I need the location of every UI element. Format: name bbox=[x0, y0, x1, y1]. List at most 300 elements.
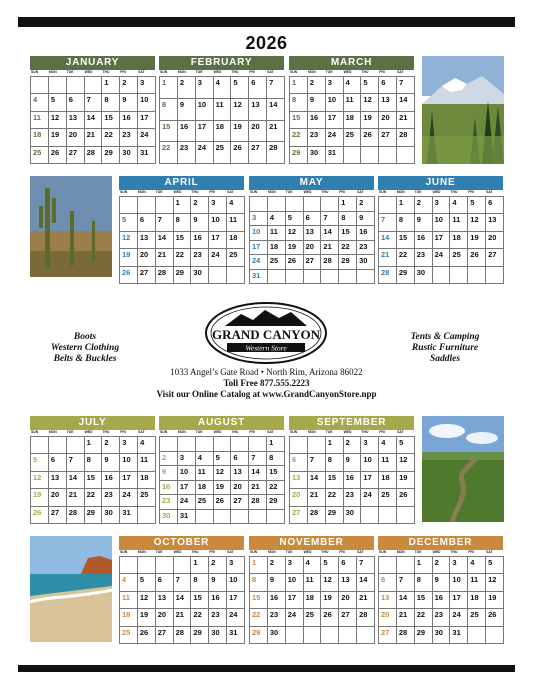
day-cell: 30 bbox=[357, 255, 375, 270]
river-valley-photo bbox=[422, 416, 504, 522]
day-cell: 28 bbox=[67, 507, 85, 524]
day-cell: 25 bbox=[344, 129, 362, 146]
weekday-label: FRI bbox=[468, 550, 474, 554]
day-cell: 13 bbox=[339, 574, 357, 591]
day-cell: 12 bbox=[397, 454, 415, 471]
day-cell: 2 bbox=[191, 197, 209, 214]
day-cell bbox=[67, 437, 85, 454]
day-cell: 24 bbox=[227, 609, 245, 626]
day-cell: 10 bbox=[120, 454, 138, 471]
day-cell: 20 bbox=[138, 249, 156, 266]
day-cell: 11 bbox=[379, 454, 397, 471]
day-grid bbox=[30, 76, 156, 164]
day-cell: 14 bbox=[321, 226, 339, 241]
day-cell: 2 bbox=[344, 437, 362, 454]
grand-canyon-logo bbox=[205, 302, 327, 364]
day-cell: 4 bbox=[450, 197, 468, 214]
day-cell: 24 bbox=[286, 609, 304, 626]
day-cell: 8 bbox=[85, 454, 103, 471]
day-cell: 27 bbox=[156, 627, 174, 644]
day-cell: 31 bbox=[326, 147, 344, 164]
month-header: JULY bbox=[30, 416, 155, 430]
day-cell: 11 bbox=[450, 214, 468, 231]
day-cell: 24 bbox=[361, 489, 379, 506]
day-cell bbox=[174, 557, 192, 574]
weekday-label: SAT bbox=[227, 550, 234, 554]
day-cell: 16 bbox=[308, 112, 326, 129]
day-cell: 27 bbox=[49, 507, 67, 524]
day-cell: 21 bbox=[321, 241, 339, 256]
day-cell: 1 bbox=[415, 557, 433, 574]
day-cell: 15 bbox=[397, 232, 415, 249]
day-cell bbox=[138, 507, 156, 524]
day-cell bbox=[486, 267, 504, 284]
day-cell bbox=[321, 627, 339, 644]
day-grid bbox=[289, 76, 415, 164]
day-cell: 20 bbox=[156, 609, 174, 626]
day-cell: 26 bbox=[31, 507, 49, 524]
weekday-label: FRI bbox=[379, 70, 385, 74]
day-cell bbox=[156, 197, 174, 214]
weekday-label: SAT bbox=[138, 70, 145, 74]
day-cell: 19 bbox=[138, 609, 156, 626]
day-cell bbox=[231, 437, 249, 452]
day-cell: 3 bbox=[138, 77, 156, 94]
day-cell: 20 bbox=[379, 112, 397, 129]
weekday-label: TUE bbox=[414, 190, 422, 194]
day-cell: 26 bbox=[120, 267, 138, 284]
day-cell: 23 bbox=[160, 495, 178, 510]
day-cell: 5 bbox=[214, 452, 232, 467]
day-cell: 23 bbox=[191, 249, 209, 266]
weekday-label: THU bbox=[102, 430, 110, 434]
day-cell bbox=[304, 270, 322, 285]
weekday-label: MON bbox=[48, 70, 57, 74]
day-cell: 6 bbox=[49, 454, 67, 471]
day-cell: 14 bbox=[267, 99, 285, 121]
day-cell bbox=[214, 510, 232, 525]
weekday-label: SAT bbox=[138, 430, 145, 434]
weekday-label: THU bbox=[450, 550, 458, 554]
day-cell bbox=[49, 437, 67, 454]
day-cell: 15 bbox=[160, 121, 178, 143]
day-cell: 25 bbox=[196, 495, 214, 510]
weekday-label: MON bbox=[177, 430, 186, 434]
day-cell: 23 bbox=[102, 489, 120, 506]
day-cell bbox=[286, 627, 304, 644]
day-cell: 6 bbox=[156, 574, 174, 591]
day-cell: 7 bbox=[308, 454, 326, 471]
day-cell: 29 bbox=[397, 267, 415, 284]
day-cell: 20 bbox=[231, 481, 249, 496]
day-cell: 28 bbox=[397, 627, 415, 644]
day-cell: 11 bbox=[227, 214, 245, 231]
day-cell: 1 bbox=[85, 437, 103, 454]
day-cell bbox=[304, 627, 322, 644]
day-cell: 1 bbox=[160, 77, 178, 99]
day-cell bbox=[267, 510, 285, 525]
day-cell: 26 bbox=[214, 495, 232, 510]
day-cell bbox=[156, 557, 174, 574]
weekday-label: THU bbox=[231, 430, 239, 434]
day-cell: 13 bbox=[231, 466, 249, 481]
day-cell: 26 bbox=[361, 129, 379, 146]
day-cell: 30 bbox=[209, 627, 227, 644]
day-cell: 9 bbox=[102, 454, 120, 471]
day-cell: 16 bbox=[344, 472, 362, 489]
day-cell: 19 bbox=[486, 592, 504, 609]
day-cell: 24 bbox=[120, 489, 138, 506]
weekday-label: WED bbox=[343, 70, 352, 74]
weekday-label: TUE bbox=[195, 430, 203, 434]
day-cell: 18 bbox=[31, 129, 49, 146]
day-cell: 15 bbox=[191, 592, 209, 609]
day-cell: 12 bbox=[231, 99, 249, 121]
day-cell bbox=[379, 147, 397, 164]
day-cell: 22 bbox=[339, 241, 357, 256]
day-cell: 9 bbox=[357, 212, 375, 227]
weekday-label: MON bbox=[307, 70, 316, 74]
weekday-label: MON bbox=[137, 550, 146, 554]
weekday-label: SUN bbox=[120, 550, 128, 554]
day-cell: 4 bbox=[227, 197, 245, 214]
weekday-label: SAT bbox=[227, 190, 234, 194]
right-line: Rustic Furniture bbox=[411, 343, 479, 353]
day-grid bbox=[159, 76, 285, 164]
day-grid bbox=[159, 436, 285, 524]
weekday-label: MON bbox=[307, 430, 316, 434]
day-cell bbox=[344, 147, 362, 164]
right-product-list bbox=[390, 332, 500, 365]
day-cell bbox=[468, 267, 486, 284]
day-cell: 18 bbox=[138, 472, 156, 489]
day-cell: 19 bbox=[361, 112, 379, 129]
left-line: Western Clothing bbox=[50, 343, 120, 353]
day-cell: 10 bbox=[433, 214, 451, 231]
day-cell: 21 bbox=[308, 489, 326, 506]
day-cell: 6 bbox=[339, 557, 357, 574]
day-cell: 4 bbox=[138, 437, 156, 454]
day-cell: 14 bbox=[357, 574, 375, 591]
day-cell: 3 bbox=[178, 452, 196, 467]
day-cell: 29 bbox=[290, 147, 308, 164]
month-october bbox=[119, 536, 244, 643]
day-cell bbox=[361, 147, 379, 164]
day-cell: 24 bbox=[138, 129, 156, 146]
weekday-label: FRI bbox=[209, 190, 215, 194]
day-cell: 8 bbox=[102, 94, 120, 111]
weekday-label: MON bbox=[177, 70, 186, 74]
month-april bbox=[119, 176, 244, 283]
day-cell: 16 bbox=[160, 481, 178, 496]
weekday-label: WED bbox=[213, 70, 222, 74]
day-cell: 3 bbox=[433, 197, 451, 214]
day-cell: 5 bbox=[120, 214, 138, 231]
day-cell bbox=[379, 197, 397, 214]
day-cell: 21 bbox=[397, 609, 415, 626]
day-cell: 24 bbox=[433, 249, 451, 266]
day-cell: 16 bbox=[268, 592, 286, 609]
weekday-label: SAT bbox=[357, 190, 364, 194]
day-cell bbox=[227, 267, 245, 284]
day-cell: 13 bbox=[290, 472, 308, 489]
day-cell: 15 bbox=[290, 112, 308, 129]
day-cell: 12 bbox=[120, 232, 138, 249]
day-cell bbox=[85, 77, 103, 94]
right-line: Saddles bbox=[429, 354, 461, 364]
day-cell: 10 bbox=[196, 99, 214, 121]
day-cell bbox=[397, 147, 415, 164]
day-cell: 5 bbox=[138, 574, 156, 591]
weekday-label: SAT bbox=[397, 430, 404, 434]
day-cell bbox=[196, 437, 214, 452]
day-cell: 2 bbox=[433, 557, 451, 574]
day-cell bbox=[178, 437, 196, 452]
day-cell: 28 bbox=[397, 129, 415, 146]
day-cell: 22 bbox=[85, 489, 103, 506]
day-cell: 6 bbox=[138, 214, 156, 231]
day-cell: 16 bbox=[102, 472, 120, 489]
day-cell bbox=[290, 437, 308, 454]
day-cell bbox=[120, 197, 138, 214]
day-cell: 29 bbox=[326, 507, 344, 524]
day-cell: 11 bbox=[196, 466, 214, 481]
day-cell bbox=[31, 77, 49, 94]
day-cell: 5 bbox=[286, 212, 304, 227]
day-cell: 18 bbox=[450, 232, 468, 249]
day-cell: 16 bbox=[433, 592, 451, 609]
day-grid bbox=[119, 556, 245, 644]
day-cell: 20 bbox=[290, 489, 308, 506]
day-cell: 22 bbox=[267, 481, 285, 496]
day-cell: 9 bbox=[191, 214, 209, 231]
day-cell: 25 bbox=[268, 255, 286, 270]
day-cell: 14 bbox=[67, 472, 85, 489]
day-cell: 30 bbox=[433, 627, 451, 644]
day-cell: 23 bbox=[178, 142, 196, 164]
weekday-label: TUE bbox=[414, 550, 422, 554]
day-cell: 8 bbox=[160, 99, 178, 121]
day-cell: 12 bbox=[214, 466, 232, 481]
day-cell: 25 bbox=[227, 249, 245, 266]
weekday-label: MON bbox=[267, 190, 276, 194]
day-cell: 20 bbox=[49, 489, 67, 506]
weekday-label: TUE bbox=[155, 190, 163, 194]
day-cell: 3 bbox=[196, 77, 214, 99]
weekday-label: MON bbox=[48, 430, 57, 434]
day-cell: 26 bbox=[286, 255, 304, 270]
day-cell: 27 bbox=[249, 142, 267, 164]
day-cell: 29 bbox=[85, 507, 103, 524]
day-cell: 10 bbox=[286, 574, 304, 591]
day-cell bbox=[138, 197, 156, 214]
day-cell: 24 bbox=[209, 249, 227, 266]
day-cell: 7 bbox=[174, 574, 192, 591]
month-header: OCTOBER bbox=[119, 536, 244, 550]
weekday-label: TUE bbox=[285, 550, 293, 554]
day-cell: 18 bbox=[120, 609, 138, 626]
day-cell: 17 bbox=[433, 232, 451, 249]
day-cell: 3 bbox=[450, 557, 468, 574]
day-cell: 24 bbox=[178, 495, 196, 510]
day-cell: 4 bbox=[214, 77, 232, 99]
day-cell: 29 bbox=[174, 267, 192, 284]
day-cell: 30 bbox=[344, 507, 362, 524]
day-cell: 7 bbox=[379, 214, 397, 231]
weekday-label: FRI bbox=[120, 70, 126, 74]
day-cell: 27 bbox=[67, 147, 85, 164]
day-cell: 1 bbox=[397, 197, 415, 214]
day-cell: 26 bbox=[138, 627, 156, 644]
day-cell: 4 bbox=[379, 437, 397, 454]
day-cell: 31 bbox=[138, 147, 156, 164]
weekday-label: SUN bbox=[290, 430, 298, 434]
day-cell: 1 bbox=[250, 557, 268, 574]
day-cell: 2 bbox=[160, 452, 178, 467]
day-grid bbox=[30, 436, 156, 524]
day-cell: 1 bbox=[102, 77, 120, 94]
day-cell: 17 bbox=[138, 112, 156, 129]
month-header: JANUARY bbox=[30, 56, 155, 70]
day-cell: 27 bbox=[290, 507, 308, 524]
day-cell: 2 bbox=[178, 77, 196, 99]
weekday-label: FRI bbox=[379, 430, 385, 434]
day-cell: 15 bbox=[102, 112, 120, 129]
day-cell: 16 bbox=[415, 232, 433, 249]
day-cell: 19 bbox=[468, 232, 486, 249]
top-black-bar bbox=[18, 17, 515, 27]
day-cell: 31 bbox=[120, 507, 138, 524]
day-cell: 25 bbox=[304, 609, 322, 626]
day-cell: 20 bbox=[339, 592, 357, 609]
weekday-label: SAT bbox=[486, 190, 493, 194]
day-cell: 7 bbox=[397, 77, 415, 94]
day-cell: 15 bbox=[415, 592, 433, 609]
day-cell: 6 bbox=[379, 77, 397, 94]
weekday-label: MON bbox=[137, 190, 146, 194]
day-cell: 21 bbox=[85, 129, 103, 146]
weekday-label: SUN bbox=[250, 190, 258, 194]
day-cell: 29 bbox=[415, 627, 433, 644]
day-cell: 3 bbox=[250, 212, 268, 227]
day-cell: 3 bbox=[361, 437, 379, 454]
day-cell: 13 bbox=[304, 226, 322, 241]
day-cell bbox=[357, 270, 375, 285]
day-cell: 22 bbox=[102, 129, 120, 146]
day-cell bbox=[321, 197, 339, 212]
day-cell: 23 bbox=[308, 129, 326, 146]
day-cell: 25 bbox=[468, 609, 486, 626]
day-cell: 10 bbox=[326, 94, 344, 111]
day-cell: 17 bbox=[209, 232, 227, 249]
day-cell: 7 bbox=[85, 94, 103, 111]
day-cell: 19 bbox=[49, 129, 67, 146]
day-cell: 18 bbox=[468, 592, 486, 609]
month-header: JUNE bbox=[378, 176, 503, 190]
day-cell: 12 bbox=[138, 592, 156, 609]
day-cell: 14 bbox=[397, 94, 415, 111]
day-cell: 22 bbox=[250, 609, 268, 626]
day-cell: 28 bbox=[308, 507, 326, 524]
month-november bbox=[249, 536, 374, 643]
day-cell: 23 bbox=[120, 129, 138, 146]
day-cell: 14 bbox=[379, 232, 397, 249]
day-cell: 18 bbox=[268, 241, 286, 256]
calendar-year: 2026 bbox=[245, 33, 288, 53]
day-cell: 1 bbox=[174, 197, 192, 214]
day-cell: 5 bbox=[468, 197, 486, 214]
day-cell: 23 bbox=[415, 249, 433, 266]
day-cell: 9 bbox=[415, 214, 433, 231]
day-cell bbox=[361, 507, 379, 524]
weekday-label: FRI bbox=[249, 70, 255, 74]
day-cell: 6 bbox=[379, 574, 397, 591]
day-cell: 9 bbox=[344, 454, 362, 471]
day-cell: 12 bbox=[321, 574, 339, 591]
day-cell: 12 bbox=[486, 574, 504, 591]
day-cell: 8 bbox=[290, 94, 308, 111]
day-cell: 11 bbox=[138, 454, 156, 471]
day-grid bbox=[378, 556, 504, 644]
day-cell: 27 bbox=[379, 129, 397, 146]
day-cell: 5 bbox=[49, 94, 67, 111]
day-cell: 21 bbox=[267, 121, 285, 143]
beach-shore-photo bbox=[30, 536, 112, 642]
day-cell: 19 bbox=[231, 121, 249, 143]
day-cell: 1 bbox=[191, 557, 209, 574]
day-cell: 27 bbox=[231, 495, 249, 510]
bottom-black-bar bbox=[18, 665, 515, 672]
day-cell: 21 bbox=[249, 481, 267, 496]
month-header: APRIL bbox=[119, 176, 244, 190]
weekday-label: FRI bbox=[249, 430, 255, 434]
day-cell bbox=[397, 507, 415, 524]
day-cell: 4 bbox=[196, 452, 214, 467]
day-cell bbox=[379, 507, 397, 524]
day-cell: 3 bbox=[286, 557, 304, 574]
day-cell: 31 bbox=[250, 270, 268, 285]
day-cell: 13 bbox=[249, 99, 267, 121]
day-cell: 22 bbox=[290, 129, 308, 146]
day-cell: 8 bbox=[326, 454, 344, 471]
day-cell: 31 bbox=[450, 627, 468, 644]
day-cell: 17 bbox=[120, 472, 138, 489]
store-address: 1033 Angel’s Gate Road • North Rim, Arizona 86022 bbox=[170, 367, 363, 377]
day-cell: 5 bbox=[361, 77, 379, 94]
day-cell: 2 bbox=[102, 437, 120, 454]
day-cell: 13 bbox=[156, 592, 174, 609]
weekday-label: SUN bbox=[31, 430, 39, 434]
day-cell: 4 bbox=[304, 557, 322, 574]
weekday-label: THU bbox=[231, 70, 239, 74]
day-cell bbox=[357, 627, 375, 644]
website-link[interactable]: Visit our Online Catalog at www.GrandCanyonStore.npp bbox=[156, 389, 377, 399]
month-december bbox=[378, 536, 503, 643]
day-cell: 20 bbox=[249, 121, 267, 143]
day-cell: 20 bbox=[486, 232, 504, 249]
day-cell: 30 bbox=[120, 147, 138, 164]
day-cell: 28 bbox=[321, 255, 339, 270]
day-cell: 18 bbox=[196, 481, 214, 496]
day-cell: 12 bbox=[468, 214, 486, 231]
toll-free-number: Toll Free 877.555.2223 bbox=[223, 378, 310, 388]
weekday-label: WED bbox=[84, 70, 93, 74]
day-cell: 9 bbox=[308, 94, 326, 111]
weekday-label: SUN bbox=[160, 70, 168, 74]
day-cell: 1 bbox=[326, 437, 344, 454]
day-cell: 29 bbox=[267, 495, 285, 510]
day-cell: 6 bbox=[290, 454, 308, 471]
